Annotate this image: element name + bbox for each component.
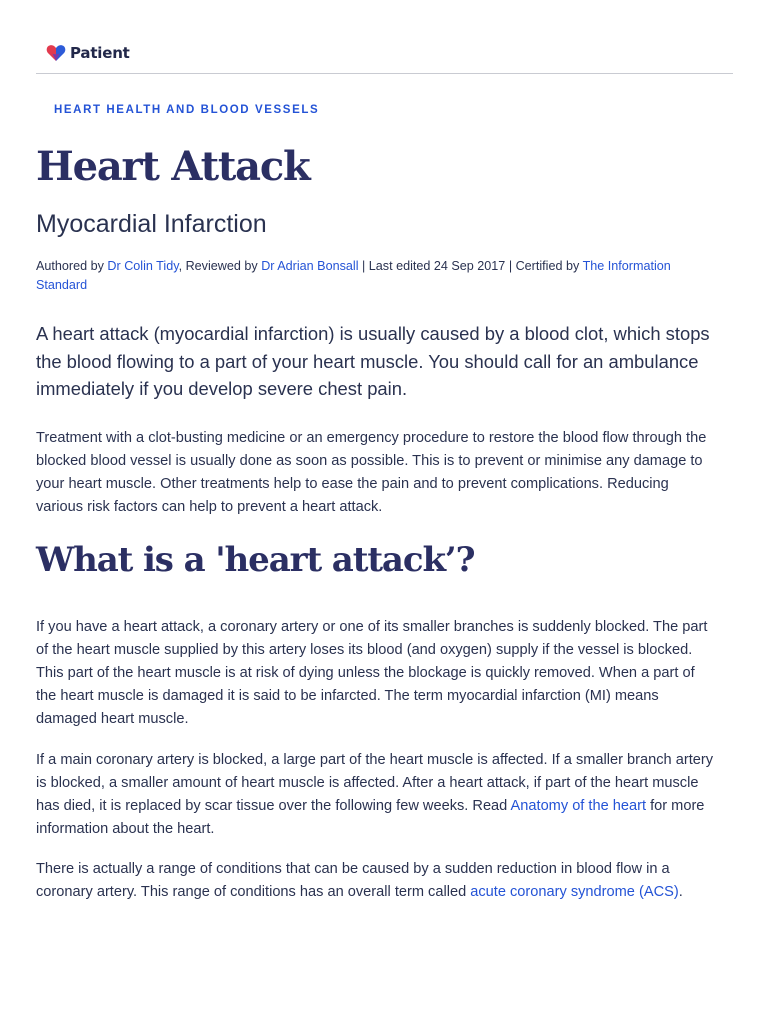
lead-paragraph: A heart attack (myocardial infarction) is usually caused by a blood clot, which stops the blood flowing to a part of your heart muscle. You should call for an ambulance immediately if you develop severe chest pain. — [36, 323, 710, 399]
page-subtitle: Myocardial Infarction — [36, 210, 267, 238]
author-link[interactable]: Dr Colin Tidy — [107, 259, 179, 273]
body-paragraph-3-suffix: . — [678, 884, 683, 900]
logo-text: Patient — [70, 44, 130, 62]
anatomy-of-heart-link[interactable]: Anatomy of the heart — [510, 798, 647, 814]
byline-edited-text: | Last edited 24 Sep 2017 | Certified by — [358, 259, 583, 273]
patient-logo[interactable] — [46, 44, 130, 62]
article-byline — [36, 257, 716, 294]
body-paragraph-2 — [36, 749, 716, 841]
body-paragraph-1: If you have a heart attack, a coronary artery or one of its smaller branches is suddenly blocked. The part of the heart muscle supplied by this artery loses its blood (and oxygen) supply if the vessel is blocked. This part of the heart muscle is at risk of dying unless the blockage is quickly removed. When a part of the heart muscle is damaged it is said to be infarcted. The term myocardial infarction (MI) means damaged heart muscle. — [36, 619, 708, 727]
body-paragraph-3 — [36, 858, 716, 904]
page-title: Heart Attack — [36, 143, 310, 190]
body-paragraph-2-text: If a main coronary artery is blocked, a large part of the heart muscle is affected. If a smaller branch artery is blocked, a smaller amount of heart muscle is affected. After a heart attack, if part of the heart muscle has died, it is replaced by scar tissue over the following few weeks. Read — [36, 752, 714, 814]
body-paragraph-2-suffix: for more information about the heart. — [36, 798, 705, 837]
body-paragraph-3-text: There is actually a range of conditions that can be caused by a sudden reduction in blood flow in a coronary artery. This range of conditions has an overall term called — [36, 861, 670, 900]
reviewer-link[interactable]: Dr Adrian Bonsall — [261, 259, 359, 273]
intro-paragraph: Treatment with a clot-busting medicine or an emergency procedure to restore the blood flow through the blocked blood vessel is usually done as soon as possible. This is to prevent or minimise any damage to your heart muscle. Other treatments help to ease the pain and to prevent complications. Reducing various risk factors can help to prevent a heart attack. — [36, 430, 707, 515]
site-header — [36, 0, 733, 74]
section-heading: What is a 'heart attack’? — [36, 540, 475, 580]
byline-reviewed-prefix: , Reviewed by — [178, 259, 262, 273]
acs-link[interactable]: acute coronary syndrome (ACS) — [470, 884, 679, 900]
byline-authored-prefix: Authored by — [36, 259, 108, 273]
category-breadcrumb[interactable]: HEART HEALTH AND BLOOD VESSELS — [54, 104, 320, 116]
heart-logo-icon — [46, 44, 66, 62]
certifier-link[interactable]: The Information Standard — [36, 259, 671, 292]
